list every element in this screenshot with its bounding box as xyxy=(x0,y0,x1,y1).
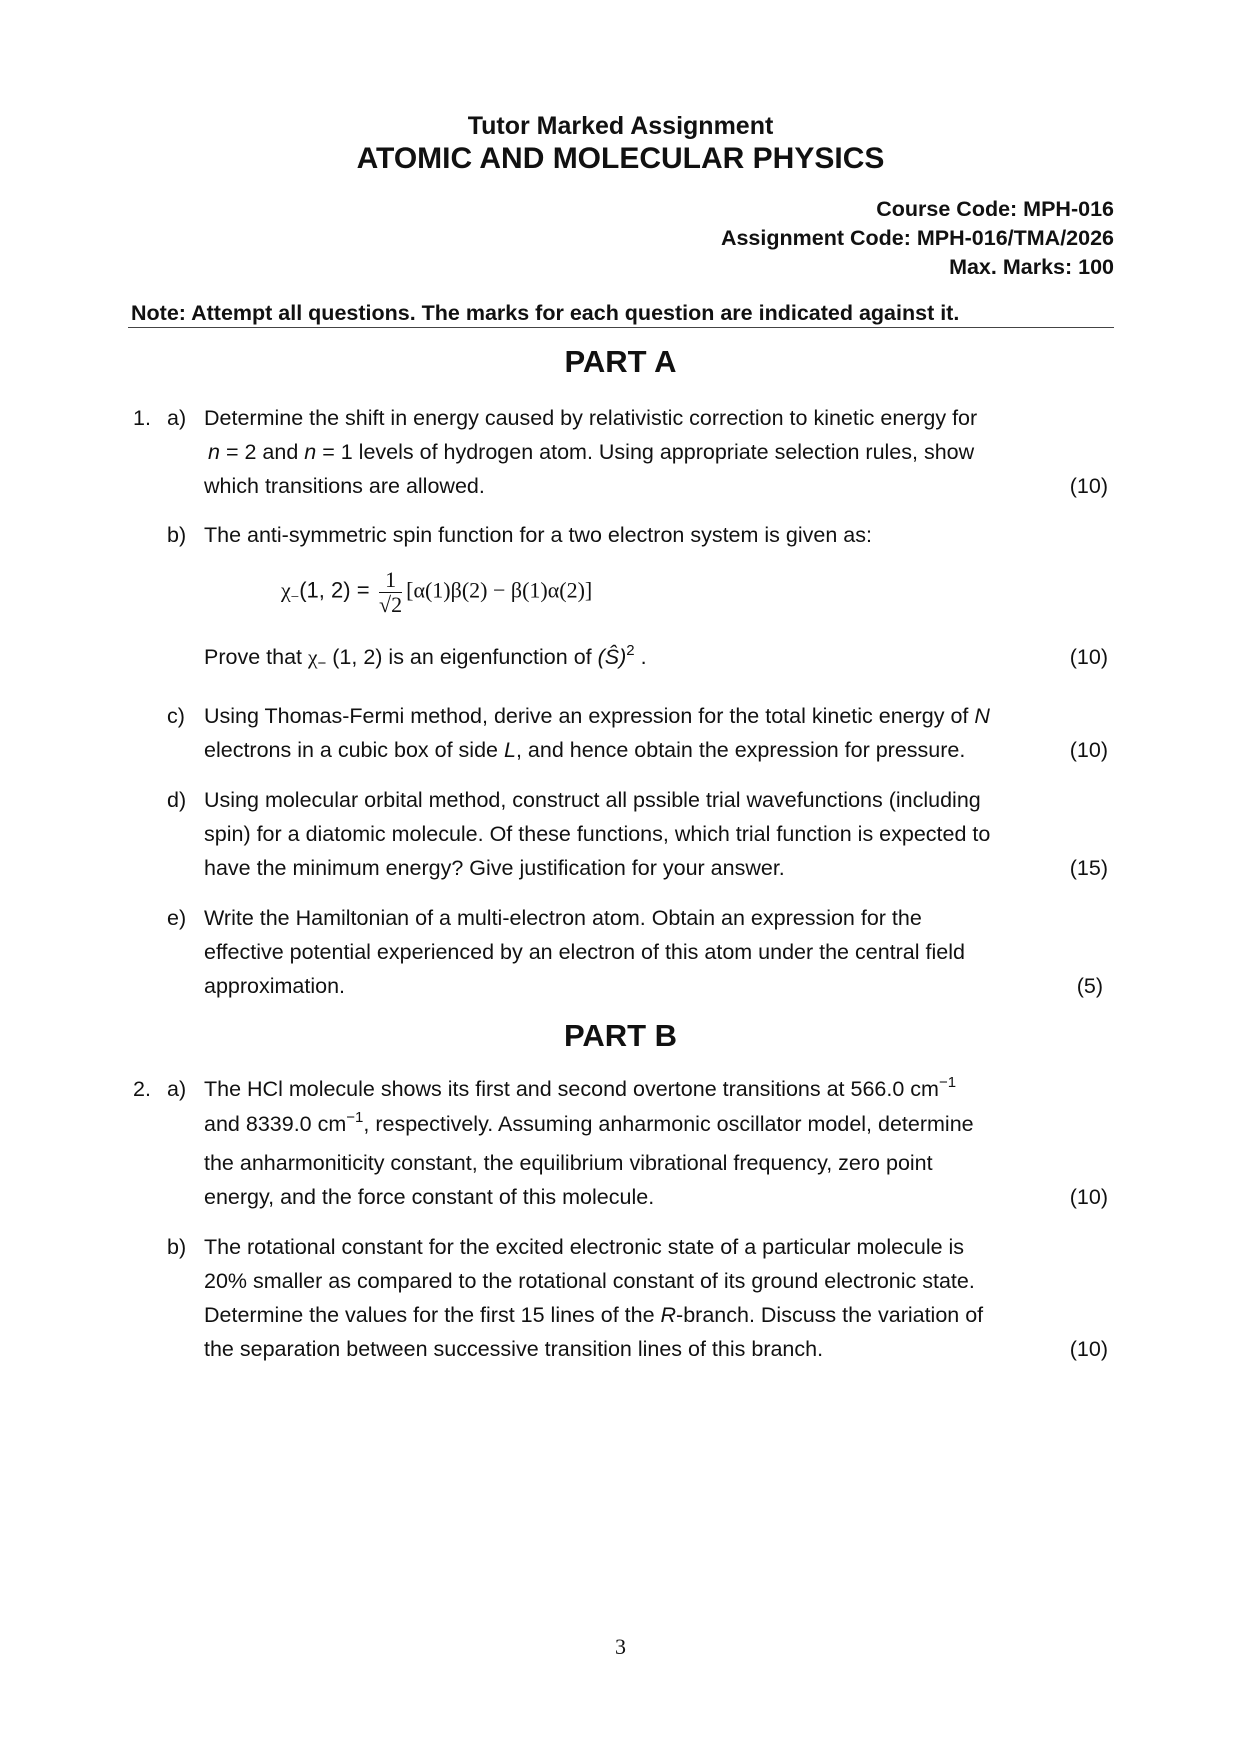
q1a-line-2-rest: levels of hydrogen atom. Using appropriate selection rules, show xyxy=(352,440,975,464)
q1e-label: e) xyxy=(167,906,187,930)
q2b-line-1: The rotational constant for the excited electronic state of a particular molecule is xyxy=(204,1235,965,1259)
spin-function-rhs: [α(1)β(2) − β(1)α(2)] xyxy=(406,577,593,603)
q2b-label: b) xyxy=(167,1235,187,1259)
spin-operator: (Ŝ) xyxy=(597,645,627,669)
prove-middle: is an eigenfunction of xyxy=(382,645,598,669)
q1c-L-symbol: L xyxy=(503,738,516,762)
q1b-label: b) xyxy=(167,523,187,547)
q1a-line-2 xyxy=(208,439,974,465)
question-number-2: 2. xyxy=(133,1077,151,1101)
q2a-label: a) xyxy=(167,1077,187,1101)
q1a-eq-1: = 1 xyxy=(316,440,353,464)
q2a-line-2-text: , respectively. Assuming anharmonic oscillator model, determine xyxy=(363,1112,974,1136)
prove-chi: χ xyxy=(307,645,318,669)
q1c-label: c) xyxy=(167,704,185,728)
max-marks: Max. Marks: 100 xyxy=(949,255,1114,279)
q2a-line-1-text: The HCl molecule shows its first and second overtone transitions at xyxy=(204,1077,851,1101)
second-overtone-value: 8339.0 cm xyxy=(245,1112,347,1136)
question-number-1: 1. xyxy=(133,406,151,430)
q1b-line-1: The anti-symmetric spin function for a two electron system is given as: xyxy=(204,523,872,547)
chi-subscript: − xyxy=(290,589,300,606)
q1d-marks: (15) xyxy=(1069,856,1108,880)
assignment-subtitle: Tutor Marked Assignment xyxy=(467,112,774,140)
q1d-line-2: spin) for a diatomic molecule. Of these functions, which trial function is expected to xyxy=(204,822,991,846)
q2a-line-1 xyxy=(204,1076,956,1102)
q1d-line-3: have the minimum energy? Give justification for your answer. xyxy=(204,856,785,880)
part-a-heading: PART A xyxy=(564,344,677,379)
q1d-label: d) xyxy=(167,788,187,812)
q1c-line-2-text: electrons in a cubic box of side xyxy=(204,738,504,762)
prove-prefix: Prove that xyxy=(204,645,308,669)
first-overtone-value: 566.0 cm xyxy=(850,1077,939,1101)
q2a-line-2-and: and xyxy=(204,1112,246,1136)
q1e-line-2: effective potential experienced by an electron of this atom under the central field xyxy=(204,940,965,964)
q1c-line-1-text: Using Thomas-Fermi method, derive an expression for the total kinetic energy of xyxy=(204,704,975,728)
q2b-line-3 xyxy=(204,1302,983,1328)
q1e-line-1: Write the Hamiltonian of a multi-electron atom. Obtain an expression for the xyxy=(204,906,922,930)
prove-end: . xyxy=(634,645,647,669)
q1a-line-1: Determine the shift in energy caused by relativistic correction to kinetic energy for xyxy=(204,406,978,430)
q1a-n-symbol-2: n xyxy=(304,440,317,464)
q2b-line-3-text: Determine the values for the first 15 lines of the xyxy=(204,1303,661,1327)
course-code: Course Code: MPH-016 xyxy=(876,197,1114,221)
q1c-marks: (10) xyxy=(1069,738,1108,762)
page-number: 3 xyxy=(615,1634,626,1659)
assignment-code: Assignment Code: MPH-016/TMA/2026 xyxy=(720,226,1114,250)
normalization-fraction xyxy=(379,568,402,617)
q2a-line-2 xyxy=(204,1111,974,1137)
q2b-marks: (10) xyxy=(1069,1337,1108,1361)
q2a-marks: (10) xyxy=(1069,1185,1108,1209)
q1a-n-symbol: n xyxy=(208,440,220,464)
second-overtone-unit-power: −1 xyxy=(346,1109,364,1126)
chi-symbol: χ xyxy=(281,577,291,603)
q1b-prove-line xyxy=(204,644,647,670)
q1a-line-3: which transitions are allowed. xyxy=(204,474,485,498)
page-title: ATOMIC AND MOLECULAR PHYSICS xyxy=(356,142,885,175)
q1a-label: a) xyxy=(167,406,187,430)
q1c-N-symbol: N xyxy=(974,704,990,728)
first-overtone-unit-power: −1 xyxy=(938,1074,957,1091)
q1c-line-2-end: , and hence obtain the expression for pressure. xyxy=(515,738,966,762)
q2b-line-2: 20% smaller as compared to the rotational constant of its ground electronic state. xyxy=(204,1269,975,1293)
q1e-marks: (5) xyxy=(1076,974,1103,998)
q1c-line-2 xyxy=(204,737,965,763)
instructions-note: Note: Attempt all questions. The marks for each question are indicated against it. xyxy=(131,301,960,325)
spin-function-equation xyxy=(281,568,592,617)
q2b-R-symbol: R xyxy=(660,1303,677,1327)
q1a-marks: (10) xyxy=(1069,474,1108,498)
chi-arguments: (1, 2) = xyxy=(299,577,370,603)
q2b-line-4: the separation between successive transition lines of this branch. xyxy=(204,1337,824,1361)
q1e-line-3: approximation. xyxy=(204,974,346,998)
fraction-numerator: 1 xyxy=(379,568,402,593)
q2a-line-3: the anharmoniticity constant, the equilibrium vibrational frequency, zero point xyxy=(204,1151,933,1175)
q1a-and: and xyxy=(256,440,305,464)
q1d-line-1: Using molecular orbital method, construct all pssible trial wavefunctions (including xyxy=(204,788,981,812)
header-divider xyxy=(128,327,1114,328)
spin-operator-power: 2 xyxy=(626,642,635,659)
part-b-heading: PART B xyxy=(563,1018,678,1053)
q2a-line-4: energy, and the force constant of this molecule. xyxy=(204,1185,655,1209)
prove-chi-subscript: − xyxy=(317,655,327,672)
prove-arguments: (1, 2) xyxy=(326,645,383,669)
q1a-eq-2: = 2 xyxy=(219,440,257,464)
q1c-line-1 xyxy=(204,703,990,729)
q2b-line-3-end: -branch. Discuss the variation of xyxy=(676,1303,984,1327)
q1b-marks: (10) xyxy=(1069,645,1108,669)
fraction-denominator: √2 xyxy=(379,592,403,617)
